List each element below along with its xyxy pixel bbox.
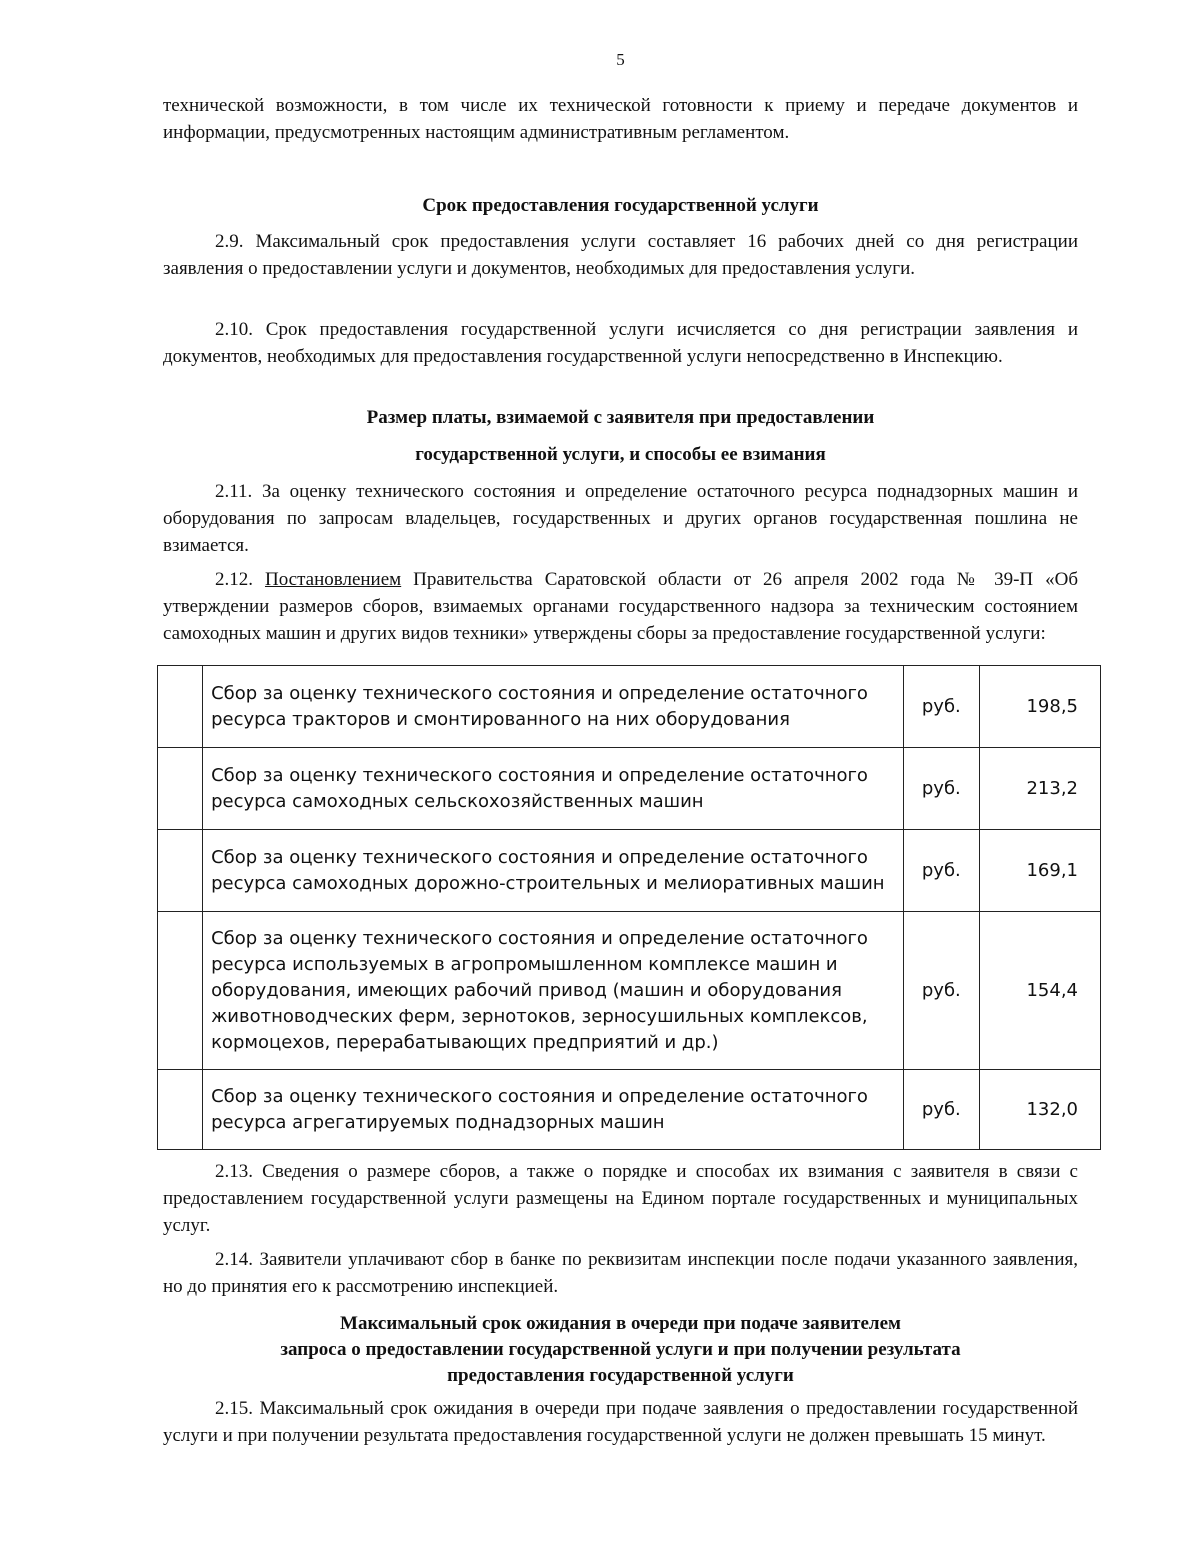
fee-unit: руб. <box>903 912 979 1070</box>
row-number-cell <box>158 666 203 748</box>
table-row <box>158 666 1101 748</box>
row-number-cell <box>158 912 203 1070</box>
paragraph-2-15: 2.15. Максимальный срок ожидания в очереди при подаче заявления о предоставлении государственной услуги и при получении результата предоставления государственной услуги не должен превышать 15 минут. <box>163 1398 1078 1446</box>
fee-value: 132,0 <box>980 1070 1101 1150</box>
paragraph-2-12-prefix: 2.12. <box>215 569 265 590</box>
fee-description: Сбор за оценку технического состояния и определение остаточного ресурса тракторов и смонтированного на них оборудования <box>203 666 904 748</box>
fee-description: Сбор за оценку технического состояния и определение остаточного ресурса самоходных дорожно-строительных и мелиоративных машин <box>203 830 904 912</box>
paragraph-2-13: 2.13. Сведения о размере сборов, а также о порядке и способах их взимания с заявителя в связи с предоставлением государственной услуги размещены на Едином портале государственных и муниципальных услуг. <box>163 1161 1078 1236</box>
fee-description: Сбор за оценку технического состояния и определение остаточного ресурса используемых в агропромышленном комплексе машин и оборудования, имеющих рабочий привод (машин и оборудования животноводческих ферм, зернотоков, зерносушильных комплексов, кормоцехов, перерабатывающих предприятий и др.) <box>203 912 904 1070</box>
row-number-cell <box>158 748 203 830</box>
resolution-link[interactable]: Постановлением <box>264 569 402 590</box>
intro-paragraph: технической возможности, в том числе их технической готовности к приему и передаче документов и информации, предусмотренных настоящим административным регламентом. <box>163 95 1078 143</box>
section-queue-heading-line3: предоставления государственной услуги <box>447 1365 794 1386</box>
section-term-heading: Срок предоставления государственной услуги <box>422 195 819 216</box>
table-row <box>158 748 1101 830</box>
fee-unit: руб. <box>903 1070 979 1150</box>
paragraph-2-12 <box>163 566 1078 647</box>
fee-unit: руб. <box>903 666 979 748</box>
section-fee-heading-line1: Размер платы, взимаемой с заявителя при предоставлении <box>366 407 875 428</box>
paragraph-2-14: 2.14. Заявители уплачивают сбор в банке по реквизитам инспекции после подачи указанного заявления, но до принятия его к рассмотрению инспекцией. <box>163 1249 1078 1297</box>
fee-value: 198,5 <box>980 666 1101 748</box>
fee-description: Сбор за оценку технического состояния и определение остаточного ресурса самоходных сельскохозяйственных машин <box>203 748 904 830</box>
paragraph-2-12-rest: Правительства Саратовской области от 26 апреля 2002 года № 39-П «Об утверждении размеров сборов, взимаемых органами государственного надзора за техническим состоянием самоходных машин и других видов техники» утверждены сборы за предоставление государственной услуги: <box>163 569 1079 644</box>
paragraph-2-9: 2.9. Максимальный срок предоставления услуги составляет 16 рабочих дней со дня регистрации заявления о предоставлении услуги и документов, необходимых для предоставления услуги. <box>163 231 1078 279</box>
section-queue-heading-line2: запроса о предоставлении государственной услуги и при получении результата <box>280 1339 961 1360</box>
row-number-cell <box>158 830 203 912</box>
paragraph-2-11: 2.11. За оценку технического состояния и определение остаточного ресурса поднадзорных машин и оборудования по запросам владельцев, государственных и других органов государственная пошлина не взимается. <box>163 481 1078 556</box>
section-queue-heading-line1: Максимальный срок ожидания в очереди при подаче заявителем <box>340 1313 901 1334</box>
table-row <box>158 830 1101 912</box>
fee-value: 169,1 <box>980 830 1101 912</box>
section-fee-heading-line2: государственной услуги, и способы ее взимания <box>415 444 826 465</box>
page-number: 5 <box>616 50 625 69</box>
fees-table <box>157 665 1101 1150</box>
row-number-cell <box>158 1070 203 1150</box>
fee-unit: руб. <box>903 748 979 830</box>
fee-value: 154,4 <box>980 912 1101 1070</box>
fee-description: Сбор за оценку технического состояния и определение остаточного ресурса агрегатируемых поднадзорных машин <box>203 1070 904 1150</box>
fee-value: 213,2 <box>980 748 1101 830</box>
table-row <box>158 912 1101 1070</box>
fee-unit: руб. <box>903 830 979 912</box>
table-row <box>158 1070 1101 1150</box>
paragraph-2-10: 2.10. Срок предоставления государственной услуги исчисляется со дня регистрации заявления и документов, необходимых для предоставления государственной услуги непосредственно в Инспекцию. <box>163 319 1078 367</box>
